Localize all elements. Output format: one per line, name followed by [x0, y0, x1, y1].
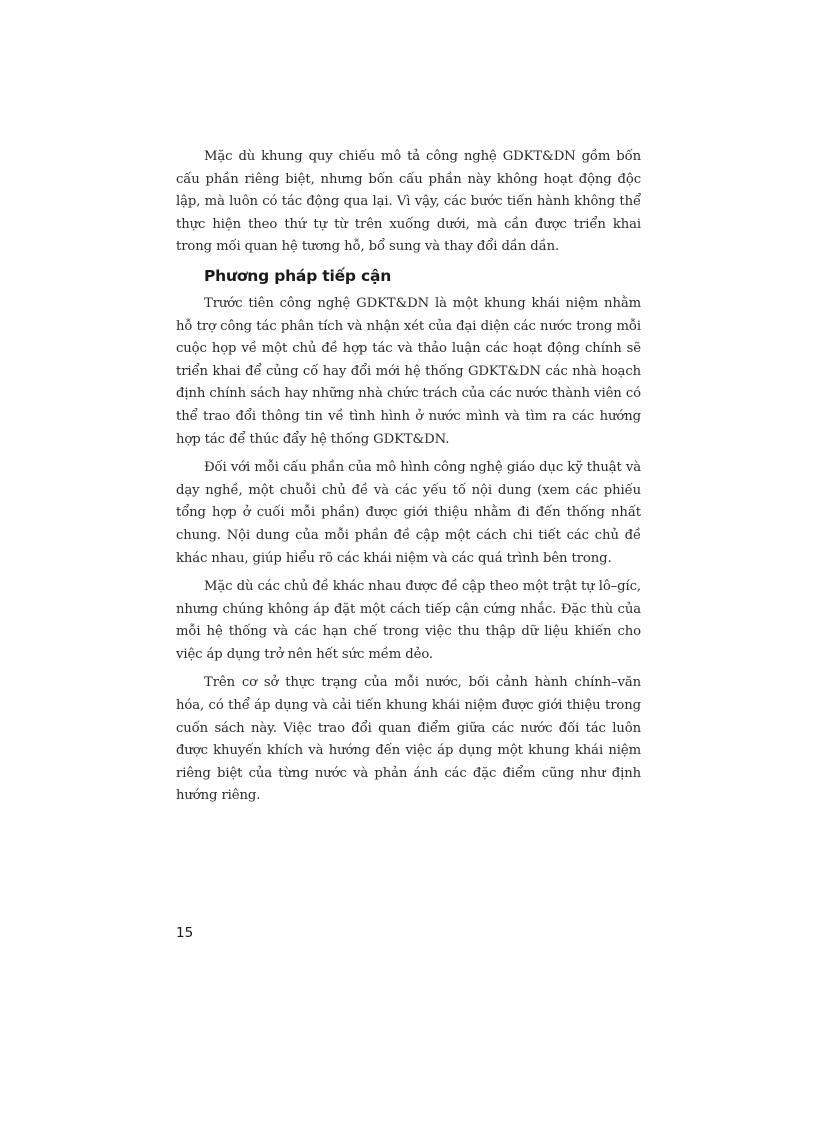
paragraph-intro: Mặc dù khung quy chiếu mô tả công nghệ GDKT&DN gồm bốn cấu phần riêng biệt, nhưng bốn cấu phần này không hoạt động độc lập, mà luôn có tác động qua lại. Vì vậy, các bước tiến hành không thể thực hiện theo thứ tự từ trên xuống dưới, mà cần được triển khai trong mối quan hệ tương hỗ, bổ sung và thay đổi dần dần.	[176, 149, 641, 255]
section-heading: Phương pháp tiếp cận	[204, 266, 392, 285]
page-number: 15	[176, 925, 194, 941]
body-text	[176, 146, 641, 814]
paragraph-2: Đối với mỗi cấu phần của mô hình công nghệ giáo dục kỹ thuật và dạy nghề, một chuỗi chủ đề và các yếu tố nội dung (xem các phiếu tổng hợp ở cuối mỗi phần) được giới thiệu nhằm đi đến thống nhất chung. Nội dung của mỗi phần đề cập một cách chi tiết các chủ đề khác nhau, giúp hiểu rõ các khái niệm và các quá trình bên trong.	[176, 460, 641, 566]
paragraph-4: Trên cơ sở thực trạng của mỗi nước, bối cảnh hành chính–văn hóa, có thể áp dụng và cải tiến khung khái niệm được giới thiệu trong cuốn sách này. Việc trao đổi quan điểm giữa các nước đối tác luôn được khuyến khích và hướng đến việc áp dụng một khung khái niệm riêng biệt của từng nước và phản ánh các đặc điểm cũng như định hướng riêng.	[176, 675, 641, 804]
paragraph-3: Mặc dù các chủ đề khác nhau được đề cập theo một trật tự lô–gíc, nhưng chúng không áp đặt một cách tiếp cận cứng nhắc. Đặc thù của mỗi hệ thống và các hạn chế trong việc thu thập dữ liệu khiến cho việc áp dụng trở nên hết sức mềm dẻo.	[176, 579, 641, 662]
paragraph-1: Trước tiên công nghệ GDKT&DN là một khung khái niệm nhằm hỗ trợ công tác phân tích và nhận xét của đại diện các nước trong mỗi cuộc họp về một chủ đề hợp tác và thảo luận các hoạt động chính sẽ triển khai để củng cố hay đổi mới hệ thống GDKT&DN các nhà hoạch định chính sách hay những nhà chức trách của các nước thành viên có thể trao đổi thông tin về tình hình ở nước mình và tìm ra các hướng hợp tác để thúc đẩy hệ thống GDKT&DN.	[176, 295, 641, 447]
